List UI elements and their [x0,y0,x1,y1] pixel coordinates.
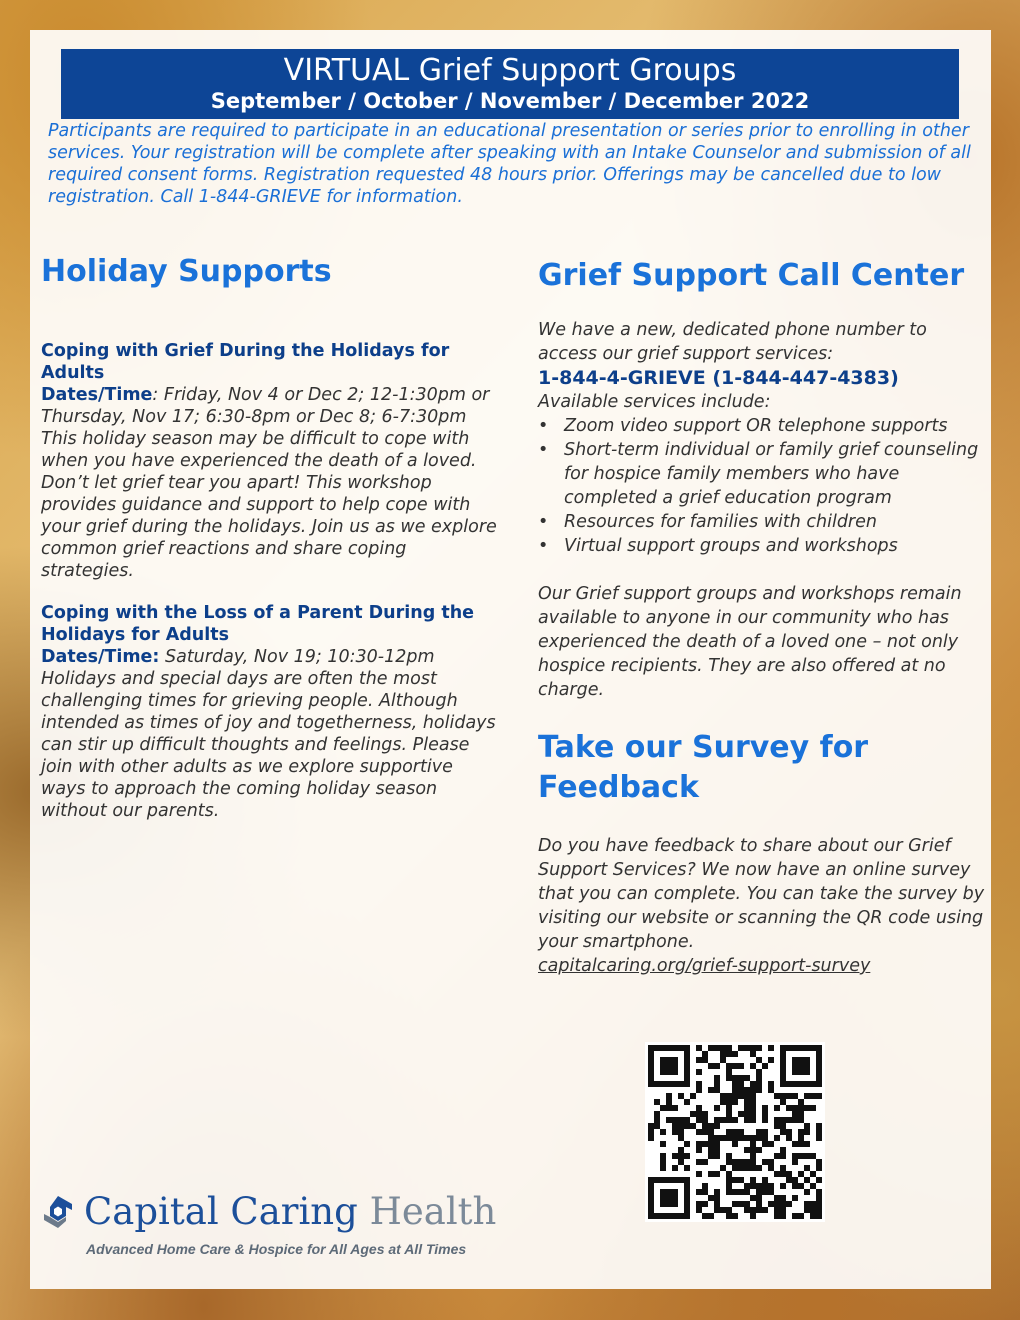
event-1-title: Coping with Grief During the Holidays for Adults [41,341,450,383]
qr-code[interactable] [645,1042,825,1222]
holiday-supports-section [41,252,501,822]
event-2-dates-value: Saturday, Nov 19; 10:30-12pm [159,647,435,667]
page-title: VIRTUAL Grief Support Groups [283,53,737,88]
logo-name-primary: Capital Caring [84,1190,358,1233]
call-center-note: Our Grief support groups and workshops remain available to anyone in our community who has experienced the death of a loved one – not only hospice recipients. They are also offered at no charge. [538,584,962,700]
call-center-heading: Grief Support Call Center [538,258,965,293]
page-subtitle: September / October / November / December 2022 [210,89,810,113]
capital-caring-logo [40,1190,500,1257]
event-2 [41,602,501,822]
capital-caring-logo-mark-icon [40,1194,76,1230]
services-list [538,414,990,558]
call-center-section [538,256,990,978]
logo-tagline: Advanced Home Care & Hospice for All Ages at All Times [86,1241,467,1257]
logo-name [84,1190,496,1233]
survey-text: Do you have feedback to share about our Grief Support Services? We now have an online survey that you can complete. You can take the survey by visiting our website or scanning the QR code using your smartphone. [538,836,985,952]
holiday-supports-heading: Holiday Supports [41,254,332,289]
service-item: • Short-term individual or family grief counseling for hospice family members who have completed a grief education program [538,438,990,510]
event-1-dates-value: : Friday, Nov 4 or Dec 2; 12-1:30pm or Thursday, Nov 17; 6:30-8pm or Dec 8; 6-7:30pm [41,385,490,427]
service-item: • Resources for families with children [538,510,990,534]
flyer-sheet [30,30,991,1289]
logo-name-secondary: Health [369,1190,497,1233]
event-2-title: Coping with the Loss of a Parent During the Holidays for Adults [41,603,475,645]
event-1-description: This holiday season may be difficult to cope with when you have experienced the death of a loved. Don’t let grief tear you apart! This workshop provides guidance and support to help cope with your grief during the holidays. Join us as we explore common grief reactions and share coping strategies. [41,429,497,581]
survey-link[interactable]: capitalcaring.org/grief-support-survey [538,956,871,976]
event-2-dates [41,646,501,668]
event-2-dates-label: Dates/Time: [41,647,160,667]
event-1-dates-label: Dates/Time [41,385,153,405]
survey-heading: Take our Survey for Feedback [538,730,869,805]
services-label: Available services include: [538,392,771,412]
call-center-intro: We have a new, dedicated phone number to access our grief support services: [538,320,927,364]
survey-link-wrap [538,954,990,978]
event-1 [41,340,501,582]
call-center-phone[interactable]: 1-844-4-GRIEVE (1-844-447-4383) [538,367,899,389]
header-banner [61,49,959,119]
service-item: • Virtual support groups and workshops [538,534,990,558]
event-1-dates [41,384,501,428]
service-item: • Zoom video support OR telephone supports [538,414,990,438]
intro-text: Participants are required to participate in an educational presentation or series prior to enrolling in other services. Your registration will be complete after speaking with an Intake Counselor and submission of all required consent forms. Registration requested 48 hours prior. Offerings may be cancelled due to low registration. Call 1-844-GRIEVE for information. [48,121,971,207]
event-2-description: Holidays and special days are often the most challenging times for grieving people. Although intended as times of joy and togetherness, holidays can stir up difficult thoughts and feelings. Please join with other adults as we explore supportive ways to approach the coming holiday season without our parents. [41,669,496,821]
